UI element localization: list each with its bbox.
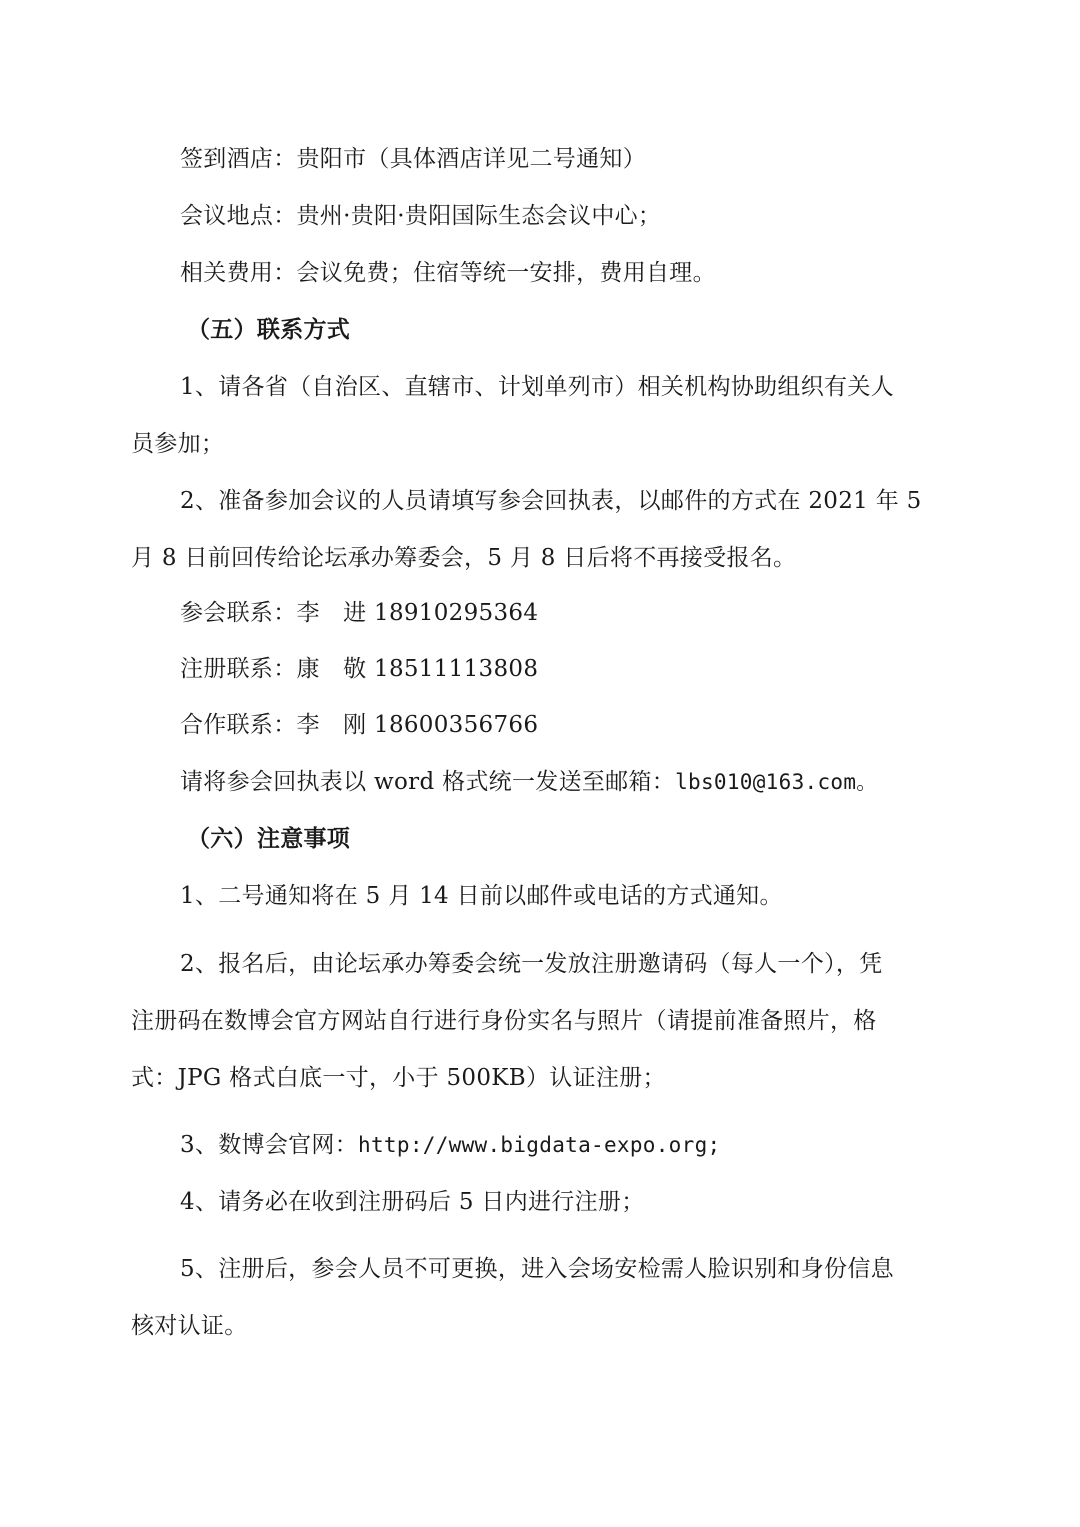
email-line <box>180 766 1010 798</box>
fees-line: 相关费用：会议免费；住宿等统一安排，费用自理。 <box>180 260 716 286</box>
notes-item-2-line-1: 2、报名后，由论坛承办筹委会统一发放注册邀请码（每人一个），凭 <box>180 951 883 977</box>
contact-register: 注册联系：康 敬 18511113808 <box>180 656 539 682</box>
contact-attend: 参会联系：李 进 18910295364 <box>180 600 539 626</box>
contact-item-1-line-2: 员参加； <box>131 431 225 457</box>
contact-item-2-line-1: 2、准备参加会议的人员请填写参会回执表，以邮件的方式在 2021 年 5 <box>180 488 922 514</box>
contact-item-2-line-2: 月 8 日前回传给论坛承办筹委会，5 月 8 日后将不再接受报名。 <box>131 545 797 571</box>
notes-item-2-line-3: 式：JPG 格式白底一寸，小于 500KB）认证注册； <box>131 1065 666 1091</box>
contact-cooperation: 合作联系：李 刚 18600356766 <box>180 712 539 738</box>
notes-item-3-label: 3、数博会官网： <box>180 1132 359 1158</box>
contact-item-1-line-1: 1、请各省（自治区、直辖市、计划单列市）相关机构协助组织有关人 <box>180 374 894 400</box>
notes-item-5-line-1: 5、注册后，参会人员不可更换，进入会场安检需人脸识别和身份信息 <box>180 1256 894 1282</box>
notes-item-2-line-2: 注册码在数博会官方网站自行进行身份实名与照片（请提前准备照片，格 <box>131 1008 877 1034</box>
section-heading-notes: （六）注意事项 <box>187 825 351 852</box>
notes-item-1: 1、二号通知将在 5 月 14 日前以邮件或电话的方式通知。 <box>180 883 783 909</box>
email-instruction: 请将参会回执表以 word 格式统一发送至邮箱： <box>180 769 676 795</box>
notes-item-3 <box>180 1129 1010 1161</box>
section-heading-contact: （五）联系方式 <box>187 316 351 343</box>
hotel-line: 签到酒店：贵阳市（具体酒店详见二号通知） <box>180 146 646 172</box>
venue-line: 会议地点：贵州·贵阳·贵阳国际生态会议中心； <box>180 203 662 229</box>
email-address: lbs010@163.com。 <box>675 770 878 794</box>
expo-website-url: http://www.bigdata-expo.org; <box>358 1133 721 1157</box>
notes-item-4: 4、请务必在收到注册码后 5 日内进行注册； <box>180 1189 645 1215</box>
notes-item-5-line-2: 核对认证。 <box>131 1313 248 1339</box>
